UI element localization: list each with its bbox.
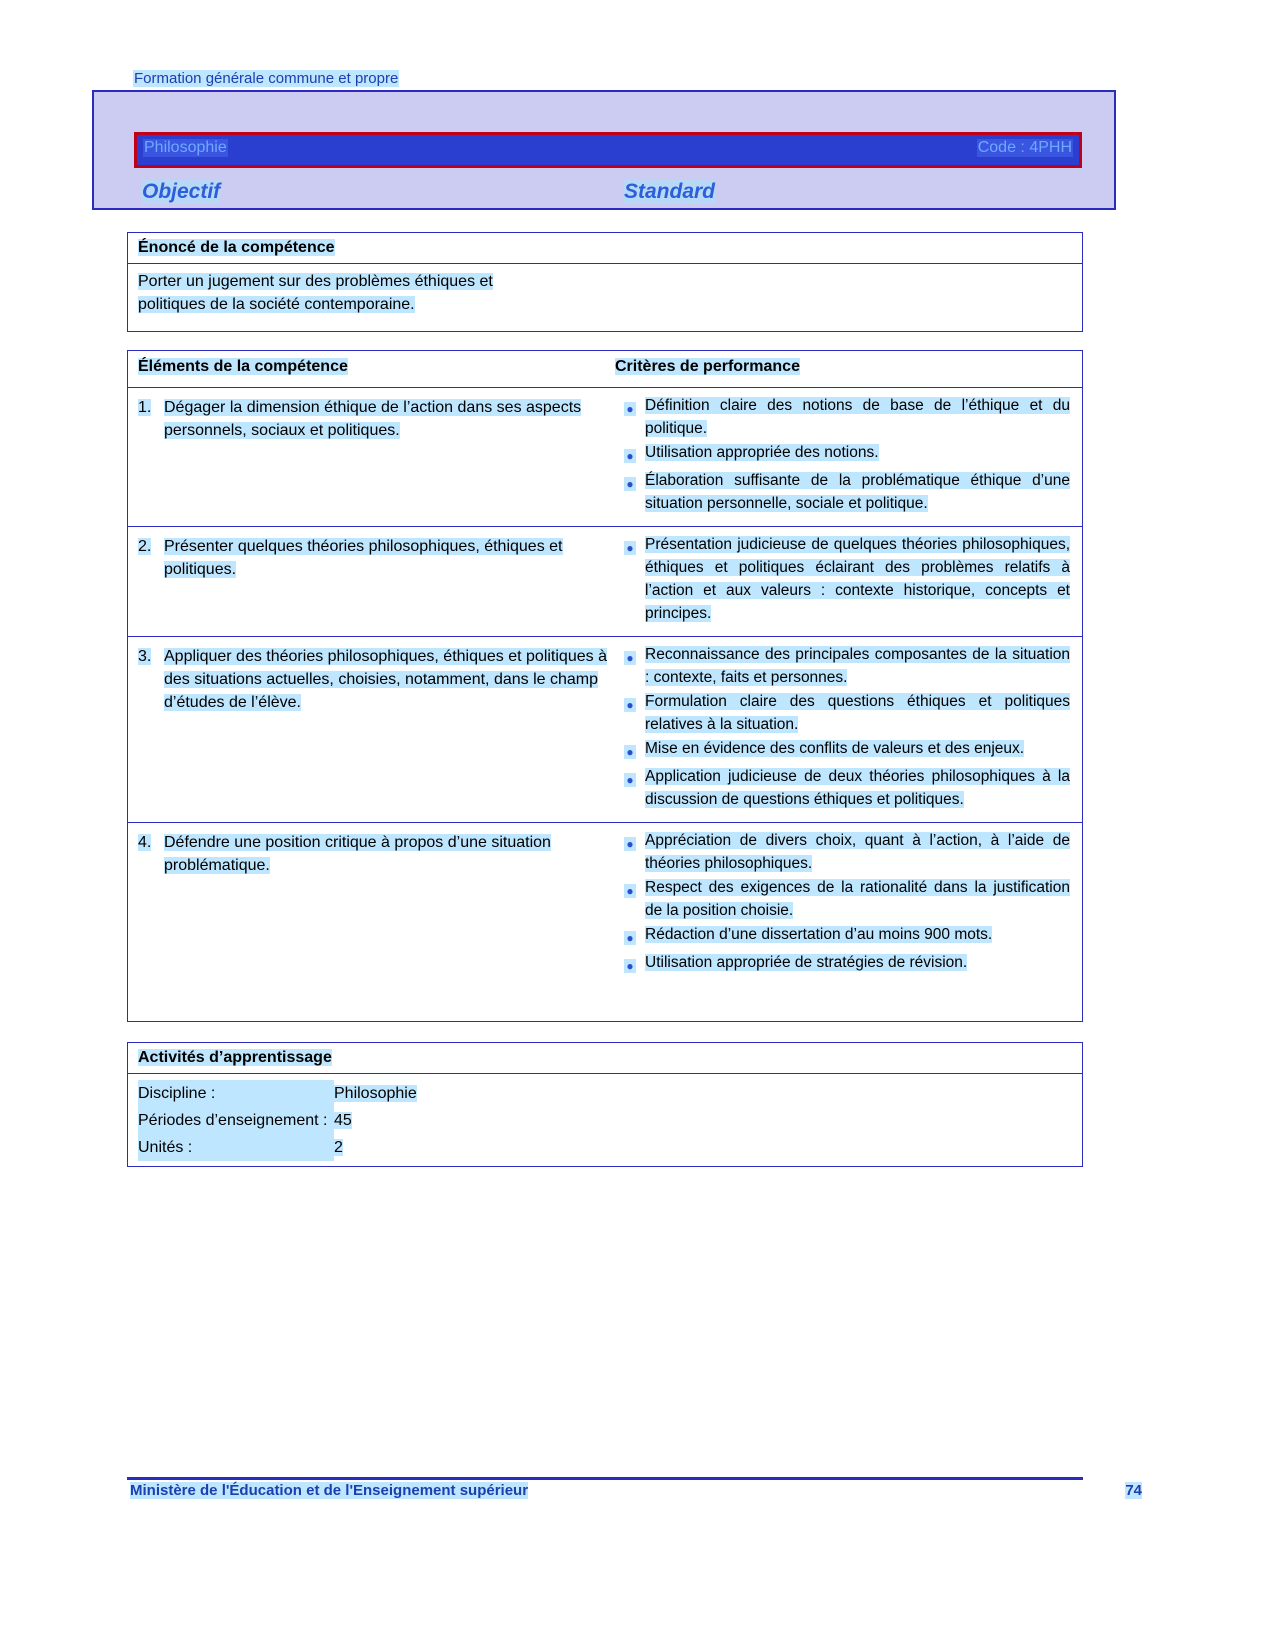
criterion [615,441,1070,468]
criterion [615,829,1070,875]
discipline-code-strip [134,132,1082,168]
competence-table [127,350,1083,1022]
element-number: 4. [138,834,152,851]
criterion [615,394,1070,440]
column-header-elements: Éléments de la compétence [138,358,348,375]
criterion-text: Élaboration suffisante de la problématique éthique d’une situation personnelle, sociale et politique. [645,472,1070,512]
criterion-text: Application judicieuse de deux théories philosophiques à la discussion de questions éthiques et politiques. [645,768,1070,808]
title-band [92,90,1116,210]
bullet-icon: ● [626,402,634,416]
criterion [615,737,1070,764]
activites-box [127,1042,1083,1167]
activite-label: Unités : [138,1134,334,1161]
table-row [128,637,1082,823]
criteria-cell [615,637,1082,822]
element-cell [128,388,615,526]
footer-text: Ministère de l'Éducation et de l'Enseignement supérieur [130,1482,529,1499]
activite-value: 45 [334,1112,352,1129]
element-text: Présenter quelques théories philosophiques, éthiques et politiques. [164,538,563,578]
column-header-criteria: Critères de performance [615,358,800,375]
bullet-icon: ● [626,773,634,787]
criterion-text: Présentation judicieuse de quelques théories philosophiques, éthiques et politiques éclairant des problèmes relatifs à l’action et aux valeurs : contexte historique, concepts et principes. [645,536,1070,622]
activite-line [138,1080,1072,1107]
criterion-text: Utilisation appropriée des notions. [645,444,879,461]
element-cell [128,637,615,822]
criterion-text: Mise en évidence des conflits de valeurs et des enjeux. [645,740,1025,757]
page-number: 74 [1125,1482,1142,1499]
code-label: Code : [977,139,1025,156]
table-row [128,527,1082,637]
bullet-icon: ● [626,477,634,491]
activite-line [138,1107,1072,1134]
bullet-icon: ● [626,959,634,973]
activite-value: Philosophie [334,1085,417,1102]
activite-label: Discipline : [138,1080,334,1107]
bullet-icon: ● [626,931,634,945]
section-header-label: Formation générale commune et propre [134,70,399,87]
element-cell [128,527,615,636]
activite-line [138,1134,1072,1161]
criterion-text: Appréciation de divers choix, quant à l’action, à l’aide de théories philosophiques. [645,832,1070,872]
table-row [128,388,1082,527]
element-text: Appliquer des théories philosophiques, éthiques et politiques à des situations actuelles, choisies, notamment, dans le champ d’études de l’élève. [164,648,607,711]
bullet-icon: ● [626,651,634,665]
enonce-heading [128,233,1082,264]
element-text: Dégager la dimension éthique de l’action dans ses aspects personnels, sociaux et politiques. [164,399,582,439]
bullet-icon: ● [626,449,634,463]
criterion-text: Respect des exigences de la rationalité dans la justification de la position choisie. [645,879,1070,919]
enonce-body [128,264,1082,320]
bullet-icon: ● [626,541,634,555]
criterion [615,765,1070,811]
footer-divider [127,1477,1083,1480]
bullet-icon: ● [626,745,634,759]
activite-value: 2 [334,1139,343,1156]
criterion-text: Formulation claire des questions éthiques et politiques relatives à la situation. [645,693,1070,733]
activites-heading [128,1043,1082,1074]
element-number: 1. [138,399,152,416]
criterion-text: Reconnaissance des principales composantes de la situation : contexte, faits et personnes. [645,646,1070,686]
criterion [615,690,1070,736]
bullet-icon: ● [626,884,634,898]
criterion-text: Définition claire des notions de base de l’éthique et du politique. [645,397,1070,437]
bullet-icon: ● [626,698,634,712]
criterion-text: Utilisation appropriée de stratégies de révision. [645,954,968,971]
criteria-cell [615,527,1082,636]
table-row [128,823,1082,989]
element-cell [128,823,615,989]
activites-heading-text: Activités d’apprentissage [138,1049,332,1066]
activites-body [128,1074,1082,1167]
element-number: 2. [138,538,152,555]
criterion [615,643,1070,689]
standard-label: Standard [624,180,716,203]
enonce-heading-text: Énoncé de la compétence [138,239,335,256]
criteria-cell [615,388,1082,526]
bullet-icon: ● [626,837,634,851]
criterion-text: Rédaction d’une dissertation d’au moins 900 mots. [645,926,993,943]
criteria-cell [615,823,1082,989]
element-text: Défendre une position critique à propos d’une situation problématique. [164,834,551,874]
criterion [615,951,1070,978]
objectif-label: Objectif [142,180,221,203]
code-value [977,139,1073,157]
enonce-box [127,232,1083,332]
criterion [615,923,1070,950]
discipline-name: Philosophie [144,139,227,156]
enonce-line: politiques de la société contemporaine. [138,296,415,313]
code-number: 4PHH [1029,139,1072,156]
element-number: 3. [138,648,152,665]
criterion [615,533,1070,625]
activite-label: Périodes d’enseignement : [138,1107,334,1134]
criterion [615,876,1070,922]
table-header-row [128,351,1082,388]
criterion [615,469,1070,515]
enonce-line: Porter un jugement sur des problèmes éthiques et [138,273,493,290]
